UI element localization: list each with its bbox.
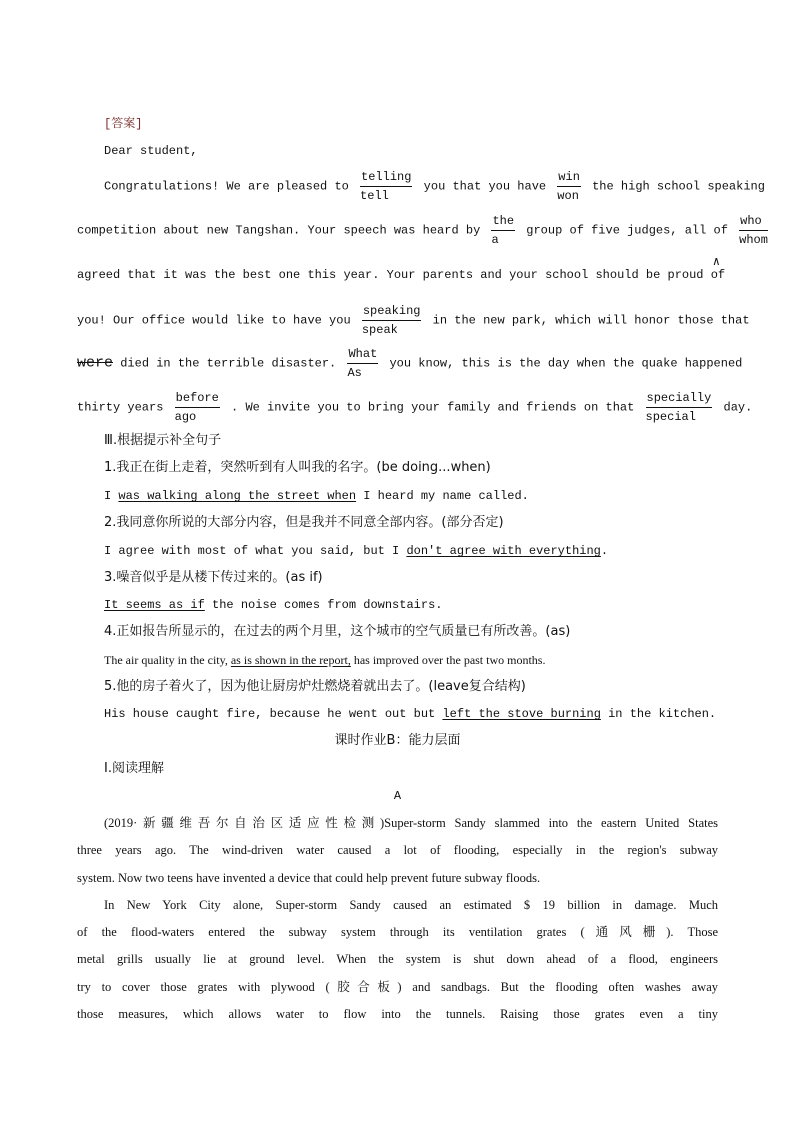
correction-telling: telling tell — [360, 170, 412, 203]
passage-line: In New York City alone, Super-storm Sandy caused an estimated $ 19 billion in damage. Much — [104, 898, 718, 912]
correction-before: before ago — [174, 391, 219, 424]
passage-line: try to cover those grates with plywood (胶合板) and sandbags. But the flooding often washes away — [77, 980, 718, 994]
question-1: 1.我正在街上走着，突然听到有人叫我的名字。(be doing...when) — [104, 460, 491, 475]
passage-label: A — [393, 789, 402, 803]
answer-5: His house caught fire, because he went out but left the stove burning in the kitchen. — [104, 707, 717, 721]
passage-line: (2019·新疆维吾尔自治区适应性检测)Super-storm Sandy slammed into the eastern United States — [104, 816, 718, 830]
answer-2: I agree with most of what you said, but I don't agree with everything. — [104, 544, 609, 558]
greeting: Dear student, — [104, 144, 198, 158]
correction-specially: specially special — [645, 391, 712, 424]
reading-heading: Ⅰ.阅读理解 — [104, 761, 164, 776]
homework-title: 课时作业B：能力层面 — [334, 733, 461, 748]
passage-line: those measures, which allows water to flow into the tunnels. Raising those grates even a tiny — [77, 1007, 718, 1021]
deleted-word: were — [77, 354, 114, 372]
question-5: 5.他的房子着火了，因为他让厨房炉灶燃烧着就出去了。(leave复合结构) — [104, 679, 526, 694]
question-3: 3.噪音似乎是从楼下传过来的。(as if) — [104, 570, 323, 585]
answer-3: It seems as if the noise comes from downstairs. — [104, 598, 443, 612]
correction-who: who whom — [739, 214, 768, 247]
passage-line: system. Now two teens have invented a device that could help prevent future subway floods. — [77, 871, 541, 885]
correction-speaking: speaking speak — [361, 304, 421, 337]
answer-line-6: thirty years before ago . We invite you to bring your family and friends on that specially special day. — [77, 391, 753, 424]
correction-win: win won — [557, 170, 580, 203]
section-3-heading: Ⅲ.根据提示补全句子 — [104, 433, 222, 448]
answer-line-5: were died in the terrible disaster. What As you know, this is the day when the quake happened — [77, 347, 743, 380]
answer-line-3: agreed that it was the best one this year. Your parents and your school should be proud ∧ of — [77, 255, 726, 282]
answer-4: The air quality in the city, as is shown in the report, has improved over the past two months. — [104, 653, 546, 667]
correction-the: the a — [491, 214, 515, 247]
answer-line-2: competition about new Tangshan. Your speech was heard by the a group of five judges, all of who whom — [77, 214, 768, 247]
insertion-of: ∧ of — [710, 255, 726, 282]
correction-what: What As — [347, 347, 378, 380]
answer-tag: [答案] — [104, 117, 143, 131]
question-4: 4.正如报告所显示的，在过去的两个月里，这个城市的空气质量已有所改善。(as) — [104, 624, 571, 639]
passage-line: of the flood-waters entered the subway system through its ventilation grates (通风栅). Those — [77, 925, 718, 939]
passage-line: metal grills usually lie at ground level. When the system is shut down ahead of a flood, engineers — [77, 952, 718, 966]
caret-icon: ∧ — [712, 255, 720, 269]
passage-line: three years ago. The wind-driven water caused a lot of flooding, especially in the region's subway — [77, 843, 718, 857]
answer-line-1: Congratulations! We are pleased to telling tell you that you have win won the high school speaking — [104, 170, 765, 203]
answer-1: I was walking along the street when I heard my name called. — [104, 489, 529, 503]
answer-line-4: you! Our office would like to have you speaking speak in the new park, which will honor those that — [77, 304, 750, 337]
question-2: 2.我同意你所说的大部分内容，但是我并不同意全部内容。(部分否定) — [104, 515, 504, 530]
